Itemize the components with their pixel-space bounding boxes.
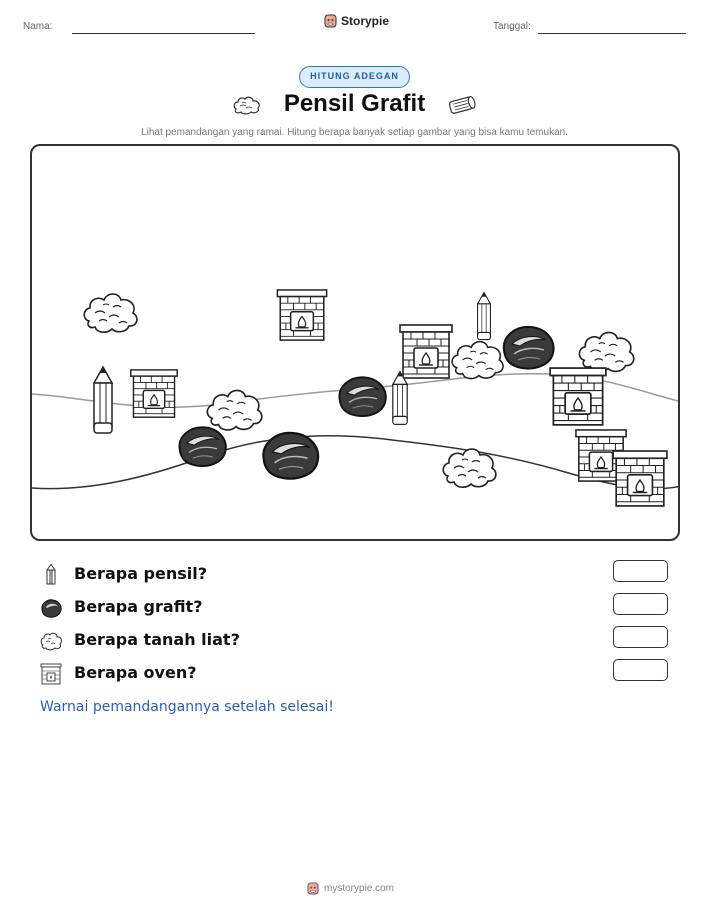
oven-icon (40, 663, 62, 685)
answer-box-oven[interactable] (613, 659, 668, 681)
activity-badge: HITUNG ADEGAN (299, 66, 410, 88)
question-clay: Berapa tanah liat? (74, 630, 240, 649)
graphite-item (174, 422, 230, 470)
graphite-item (334, 372, 390, 420)
question-graphite: Berapa grafit? (74, 597, 203, 616)
pencil-item (389, 370, 411, 426)
question-pencil: Berapa pensil? (74, 564, 208, 583)
answer-box-graphite[interactable] (613, 593, 668, 615)
pencil-item (473, 291, 495, 341)
oven-item (612, 450, 668, 508)
storypie-mascot-icon (307, 881, 319, 896)
footer (307, 881, 394, 896)
pencil-item (91, 365, 115, 435)
date-field[interactable] (538, 33, 686, 34)
counting-scene[interactable] (30, 144, 680, 541)
name-label: Nama: (23, 21, 53, 32)
oven-item (276, 289, 328, 342)
date-label: Tanggal: (493, 21, 531, 32)
brand-logo (324, 13, 389, 29)
instructions: Lihat pemandangan yang ramai. Hitung berapa banyak setiap gambar yang bisa kamu temukan. (141, 127, 568, 138)
oven-item (549, 367, 607, 427)
question-row-oven (40, 661, 670, 685)
clay-item (440, 443, 500, 491)
answer-box-clay[interactable] (613, 626, 668, 648)
graphite-item (498, 321, 558, 373)
question-row-graphite (40, 595, 670, 619)
clay-item (81, 289, 141, 335)
footer-url[interactable]: mystorypie.com (324, 883, 395, 894)
graphite-item (257, 427, 323, 483)
storypie-mascot-icon (324, 13, 337, 29)
question-row-clay (40, 628, 670, 652)
clay-icon (40, 630, 62, 652)
oven-item (129, 369, 179, 419)
answer-box-pencil[interactable] (613, 560, 668, 582)
question-row-pencil (40, 562, 670, 586)
brand-name: Storypie (341, 14, 390, 28)
coloring-note: Warnai pemandangannya setelah selesai! (40, 699, 334, 715)
graphite-block-icon (446, 94, 478, 116)
page-title: Pensil Grafit (283, 90, 426, 117)
pencil-icon (40, 564, 62, 586)
question-oven: Berapa oven? (74, 663, 197, 682)
graphite-icon (40, 597, 62, 619)
name-field[interactable] (72, 33, 255, 34)
